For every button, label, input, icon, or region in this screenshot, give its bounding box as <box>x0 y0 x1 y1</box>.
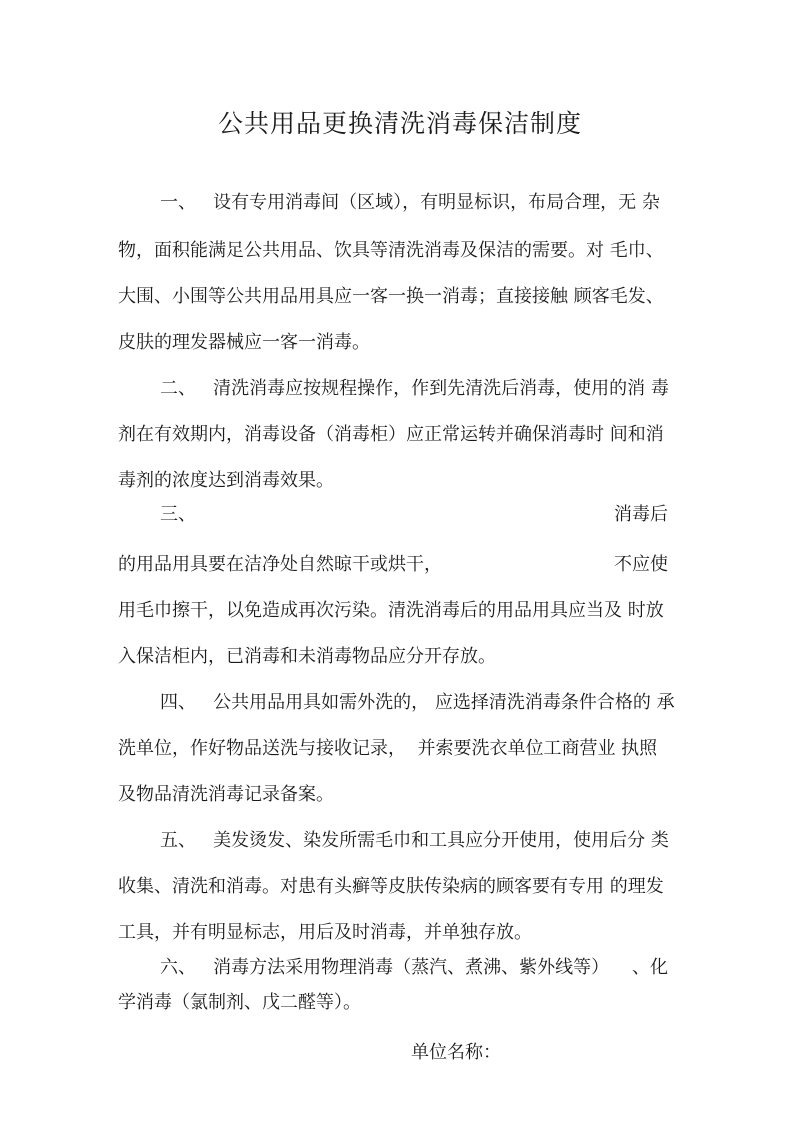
paragraph-1-line-1: 一、 设有专用消毒间（区域），有明显标识，布局合理，无 杂 <box>160 192 660 213</box>
paragraph-5-line-3: 工具，并有明显标志，用后及时消毒，并单独存放。 <box>118 922 532 943</box>
paragraph-5-line-1: 五、 美发烫发、染发所需毛巾和工具应分开使用，使用后分 类 <box>160 830 669 851</box>
paragraph-4-line-3: 及物品清洗消毒记录备案。 <box>118 784 334 805</box>
paragraph-3-line-2: 的用品用具要在洁净处自然晾干或烘干， <box>118 554 442 575</box>
paragraph-1-line-4: 皮肤的理发器械应一客一消毒。 <box>118 332 370 353</box>
paragraph-6-line-2: 学消毒（氯制剂、戊二醛等）。 <box>118 992 361 1013</box>
paragraph-3-right-1: 消毒后 <box>614 504 668 525</box>
paragraph-3-label: 三、 <box>160 504 196 525</box>
paragraph-3-line-2-right: 不应使 <box>614 554 668 575</box>
document-title: 公共用品更换清洗消毒保洁制度 <box>217 109 582 138</box>
paragraph-1-line-2: 物，面积能满足公共用品、饮具等清洗消毒及保洁的需要。对 毛巾、 <box>118 240 664 261</box>
paragraph-3-line-3: 用毛巾擦干，以免造成再次污染。清洗消毒后的用品用具应当及 时放 <box>118 600 664 621</box>
paragraph-1-line-3: 大围、小围等公共用品用具应一客一换一消毒；直接接触 顾客毛发、 <box>118 286 664 307</box>
paragraph-4-line-2: 洗单位，作好物品送洗与接收记录， 并索要洗衣单位工商营业 执照 <box>118 738 658 759</box>
paragraph-4-line-1: 四、 公共用品用具如需外洗的， 应选择清洗消毒条件合格的 承 <box>160 692 675 713</box>
organization-name-label: 单位名称： <box>411 1042 501 1063</box>
paragraph-5-line-2: 收集、清洗和消毒。对患有头癣等皮肤传染病的顾客要有专用 的理发 <box>118 876 664 897</box>
paragraph-2-line-3: 毒剂的浓度达到消毒效果。 <box>118 470 334 491</box>
paragraph-2-line-2: 剂在有效期内，消毒设备（消毒柜）应正常运转并确保消毒时 间和消 <box>118 424 664 445</box>
paragraph-6-line-1: 六、 消毒方法采用物理消毒（蒸汽、煮沸、紫外线等） 、化 <box>160 957 669 978</box>
paragraph-3-line-4: 入保洁柜内，已消毒和未消毒物品应分开存放。 <box>118 646 496 667</box>
paragraph-2-line-1: 二、 清洗消毒应按规程操作，作到先清洗后消毒，使用的消 毒 <box>160 378 669 399</box>
